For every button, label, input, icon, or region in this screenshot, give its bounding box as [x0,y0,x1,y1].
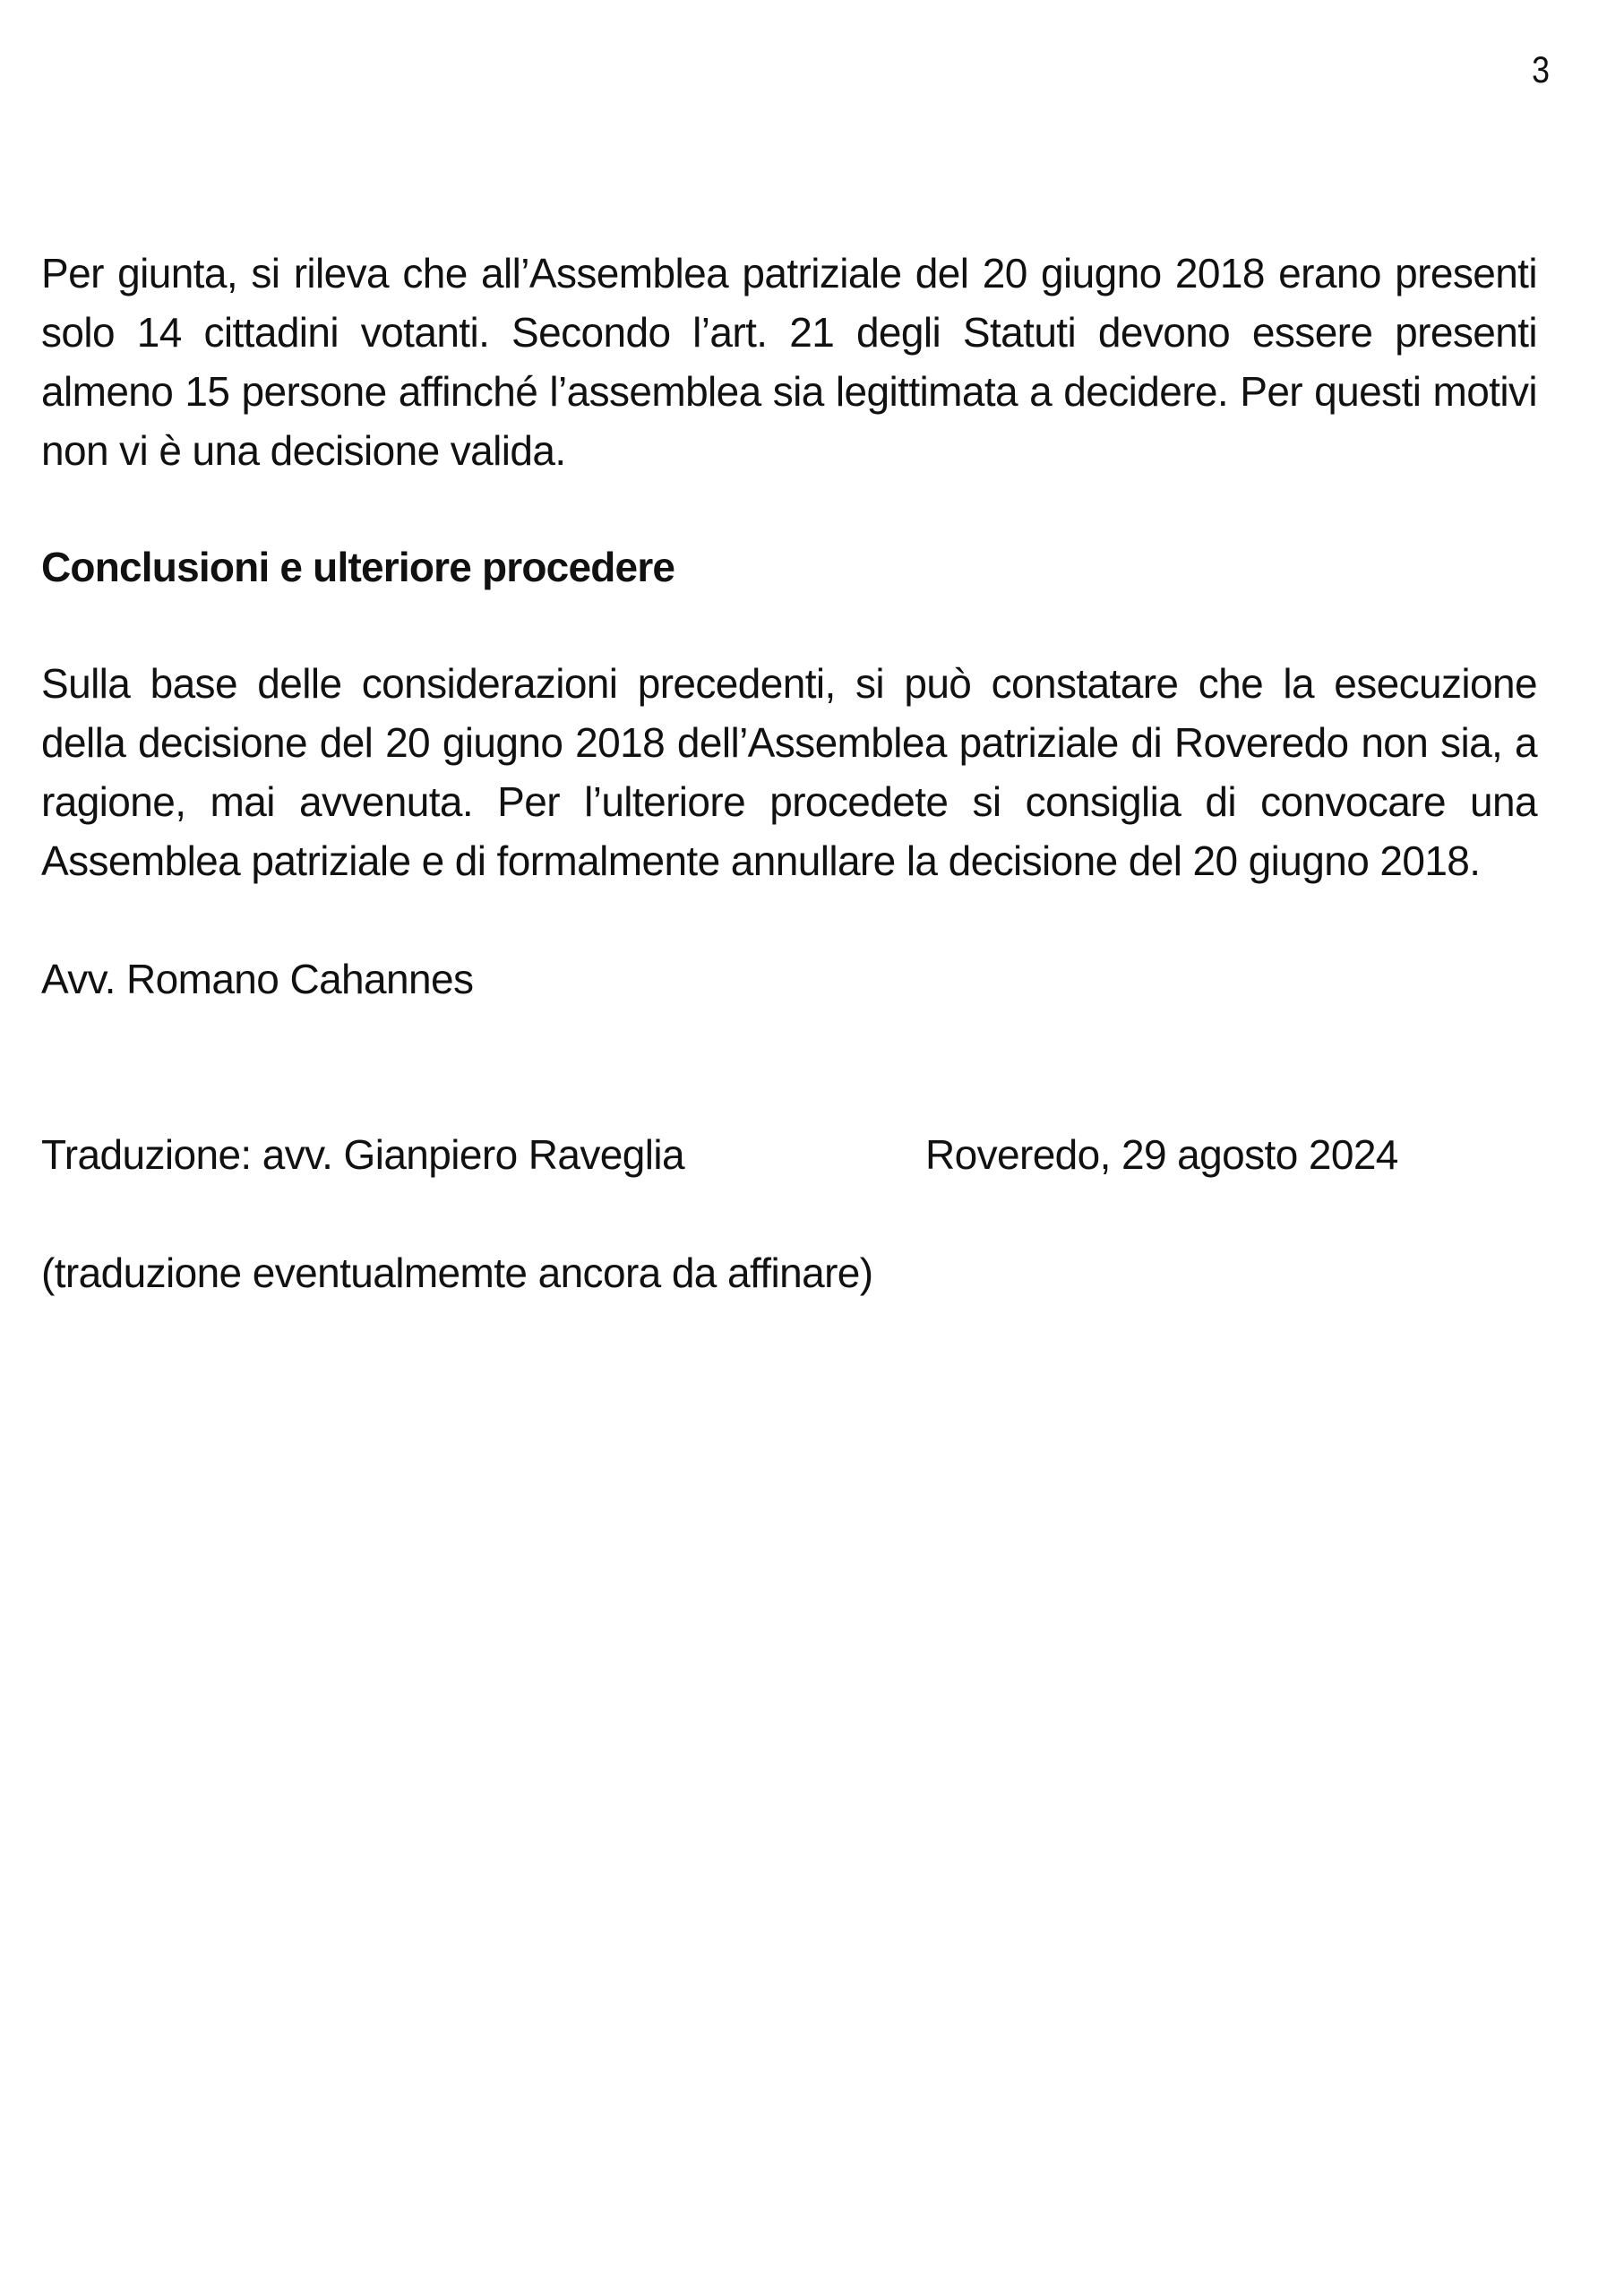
signature-name: Avv. Romano Cahannes [41,956,474,1002]
place-date: Roveredo, 29 agosto 2024 [925,1131,1398,1178]
paragraph-text: Sulla base delle considerazioni precedenti, si può constatare che la esecuzione della decisione del 20 giugno 2018 dell’Assemblea patriziale di Roveredo non sia, a ragione, mai avvenuta. Per l’ulteriore procedete si consiglia di convocare una Assemblea patriziale e di formalmente annullare la decisione del 20 giugno 2018. [41,660,1537,884]
section-heading-block [41,537,1537,597]
section-heading: Conclusioni e ulteriore procedere [41,544,675,590]
translation-row [41,1125,1537,1184]
signature-block [41,949,1537,1009]
translation-note-block [41,1243,1537,1302]
translator-credit: Traduzione: avv. Gianpiero Raveglia [41,1131,684,1178]
translation-note: (traduzione eventualmemte ancora da affinare) [41,1250,873,1296]
paragraph-text: Per giunta, si rileva che all’Assemblea patriziale del 20 giugno 2018 erano presenti solo 14 cittadini votanti. Secondo l’art. 21 degli Statuti devono essere presenti almeno 15 persone affinché l’assemblea sia legittimata a decidere. Per questi motivi non vi è una decisione valida. [41,250,1537,474]
paragraph-conclusions [41,654,1537,890]
page-number: 3 [1532,48,1550,90]
paragraph-quorum [41,244,1537,480]
